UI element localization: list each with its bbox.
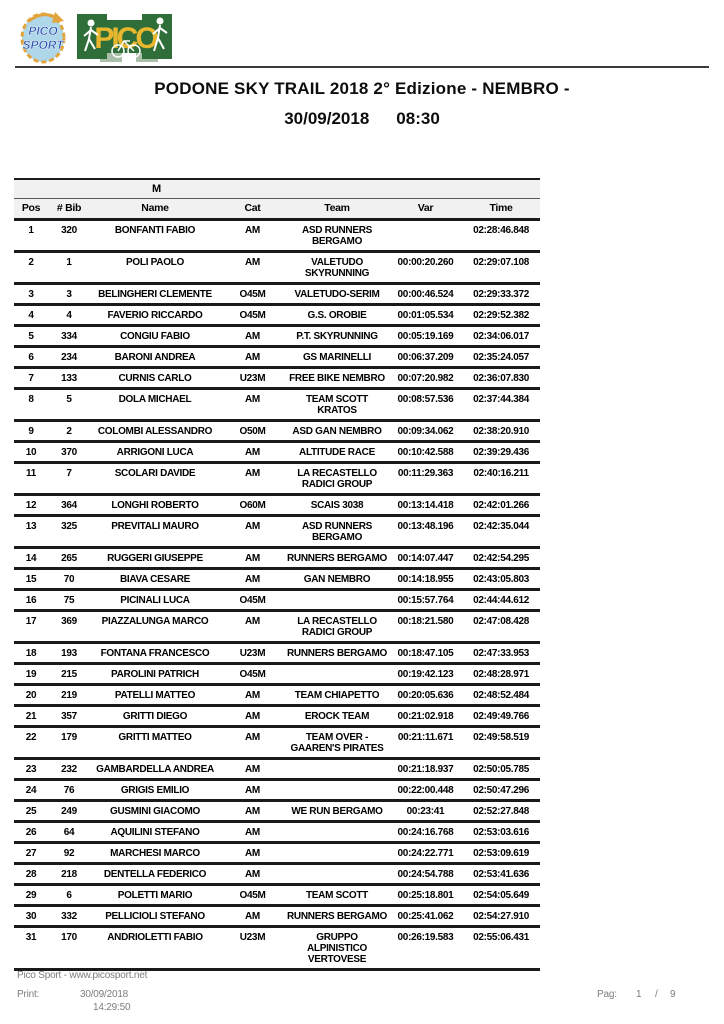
table-row <box>14 822 540 843</box>
pico-sport-logo-text-2: SPORT <box>22 38 64 52</box>
cell-pos: 21 <box>14 706 48 727</box>
cell-name: MARCHESI MARCO <box>90 843 220 864</box>
column-header-pos: Pos <box>14 199 48 220</box>
cell-team: RUNNERS BERGAMO <box>285 548 389 569</box>
cell-cat: AM <box>220 463 285 495</box>
cell-pos: 8 <box>14 389 48 421</box>
cell-cat: AM <box>220 220 285 252</box>
table-row <box>14 927 540 970</box>
table-row <box>14 643 540 664</box>
cell-cat: AM <box>220 389 285 421</box>
cell-pos: 3 <box>14 284 48 305</box>
table-row <box>14 516 540 548</box>
pico-sport-logo <box>19 8 67 64</box>
cell-pos: 9 <box>14 421 48 442</box>
cell-pos: 1 <box>14 220 48 252</box>
cell-cat: AM <box>220 906 285 927</box>
cell-time: 02:29:52.382 <box>462 305 540 326</box>
cell-name: CURNIS CARLO <box>90 368 220 389</box>
table-row <box>14 368 540 389</box>
cell-var: 00:00:46.524 <box>389 284 462 305</box>
cell-cat: AM <box>220 326 285 347</box>
cell-bib: 364 <box>48 495 90 516</box>
cell-name: ARRIGONI LUCA <box>90 442 220 463</box>
cell-pos: 4 <box>14 305 48 326</box>
cell-pos: 5 <box>14 326 48 347</box>
cell-var <box>389 220 462 252</box>
cell-var: 00:24:16.768 <box>389 822 462 843</box>
cell-team: ASD RUNNERS BERGAMO <box>285 220 389 252</box>
cell-time: 02:50:05.785 <box>462 759 540 780</box>
table-row <box>14 664 540 685</box>
cell-var: 00:15:57.764 <box>389 590 462 611</box>
table-row <box>14 220 540 252</box>
cell-var: 00:18:21.580 <box>389 611 462 643</box>
cell-bib: 6 <box>48 885 90 906</box>
cell-name: PELLICIOLI STEFANO <box>90 906 220 927</box>
table-row <box>14 706 540 727</box>
cell-time: 02:54:27.910 <box>462 906 540 927</box>
cell-team: ASD RUNNERS BERGAMO <box>285 516 389 548</box>
table-row <box>14 906 540 927</box>
cell-pos: 29 <box>14 885 48 906</box>
cell-name: GRITTI MATTEO <box>90 727 220 759</box>
table-row <box>14 727 540 759</box>
column-header-var: Var <box>389 199 462 220</box>
cell-time: 02:52:27.848 <box>462 801 540 822</box>
cell-cat: O45M <box>220 885 285 906</box>
cell-time: 02:53:03.616 <box>462 822 540 843</box>
cell-var: 00:24:54.788 <box>389 864 462 885</box>
cell-pos: 13 <box>14 516 48 548</box>
cell-pos: 16 <box>14 590 48 611</box>
cell-pos: 31 <box>14 927 48 970</box>
cell-bib: 334 <box>48 326 90 347</box>
cell-team: LA RECASTELLO RADICI GROUP <box>285 611 389 643</box>
cell-bib: 75 <box>48 590 90 611</box>
cell-var: 00:11:29.363 <box>389 463 462 495</box>
cell-time: 02:34:06.017 <box>462 326 540 347</box>
cell-bib: 92 <box>48 843 90 864</box>
cell-name: GRITTI DIEGO <box>90 706 220 727</box>
cell-var: 00:14:07.447 <box>389 548 462 569</box>
category-group-row <box>14 179 540 199</box>
cell-bib: 70 <box>48 569 90 590</box>
cell-team: TEAM SCOTT <box>285 885 389 906</box>
cell-var: 00:10:42.588 <box>389 442 462 463</box>
cell-time: 02:53:41.636 <box>462 864 540 885</box>
cell-cat: AM <box>220 801 285 822</box>
cell-cat: AM <box>220 780 285 801</box>
table-row <box>14 421 540 442</box>
cell-bib: 7 <box>48 463 90 495</box>
cell-pos: 17 <box>14 611 48 643</box>
cell-cat: AM <box>220 685 285 706</box>
cell-bib: 320 <box>48 220 90 252</box>
cell-pos: 26 <box>14 822 48 843</box>
cell-cat: AM <box>220 347 285 368</box>
cell-cat: AM <box>220 516 285 548</box>
cell-cat: AM <box>220 548 285 569</box>
cell-bib: 2 <box>48 421 90 442</box>
cell-team: ALTITUDE RACE <box>285 442 389 463</box>
cell-name: POLETTI MARIO <box>90 885 220 906</box>
cell-team: ASD GAN NEMBRO <box>285 421 389 442</box>
cell-name: POLI PAOLO <box>90 252 220 284</box>
cell-name: RUGGERI GIUSEPPE <box>90 548 220 569</box>
table-row <box>14 801 540 822</box>
table-row <box>14 252 540 284</box>
cell-team: GS MARINELLI <box>285 347 389 368</box>
page-title-block <box>0 79 724 129</box>
table-row <box>14 611 540 643</box>
cell-var: 00:05:19.169 <box>389 326 462 347</box>
cell-name: GAMBARDELLA ANDREA <box>90 759 220 780</box>
cell-cat: AM <box>220 706 285 727</box>
footer-print-date: 30/09/2018 <box>80 989 129 1000</box>
cell-time: 02:47:08.428 <box>462 611 540 643</box>
cell-name: AQUILINI STEFANO <box>90 822 220 843</box>
cell-name: PIAZZALUNGA MARCO <box>90 611 220 643</box>
cell-time: 02:49:58.519 <box>462 727 540 759</box>
table-row <box>14 284 540 305</box>
cell-var: 00:25:41.062 <box>389 906 462 927</box>
cell-bib: 179 <box>48 727 90 759</box>
cell-name: GUSMINI GIACOMO <box>90 801 220 822</box>
cell-var: 00:21:11.671 <box>389 727 462 759</box>
table-row <box>14 326 540 347</box>
cell-pos: 30 <box>14 906 48 927</box>
footer-site-text: Pico Sport - www.picosport.net <box>17 970 148 981</box>
cell-bib: 3 <box>48 284 90 305</box>
footer-print-label: Print: <box>17 989 40 1000</box>
column-header-row <box>14 199 540 220</box>
cell-name: LONGHI ROBERTO <box>90 495 220 516</box>
cell-team <box>285 864 389 885</box>
cell-cat: O60M <box>220 495 285 516</box>
event-datetime <box>0 109 724 129</box>
cell-cat: AM <box>220 843 285 864</box>
cell-name: CONGIU FABIO <box>90 326 220 347</box>
table-row <box>14 590 540 611</box>
cell-cat: O45M <box>220 590 285 611</box>
cell-time: 02:35:24.057 <box>462 347 540 368</box>
cell-cat: U23M <box>220 643 285 664</box>
table-row <box>14 885 540 906</box>
cell-time: 02:28:46.848 <box>462 220 540 252</box>
cell-cat: O45M <box>220 664 285 685</box>
footer-page-total: 9 <box>670 989 676 1000</box>
event-date: 30/09/2018 <box>284 109 370 128</box>
cell-pos: 2 <box>14 252 48 284</box>
cell-var: 00:14:18.955 <box>389 569 462 590</box>
cell-bib: 219 <box>48 685 90 706</box>
results-table <box>14 178 540 971</box>
cell-time: 02:40:16.211 <box>462 463 540 495</box>
cell-time: 02:39:29.436 <box>462 442 540 463</box>
cell-bib: 193 <box>48 643 90 664</box>
cell-cat: AM <box>220 822 285 843</box>
cell-bib: 1 <box>48 252 90 284</box>
cell-pos: 19 <box>14 664 48 685</box>
footer-page-label: Pag: <box>597 989 617 1000</box>
cell-pos: 18 <box>14 643 48 664</box>
footer-page-current: 1 <box>636 989 642 1000</box>
cell-bib: 370 <box>48 442 90 463</box>
cell-bib: 215 <box>48 664 90 685</box>
table-row <box>14 864 540 885</box>
cell-bib: 234 <box>48 347 90 368</box>
cell-cat: AM <box>220 252 285 284</box>
table-row <box>14 569 540 590</box>
table-row <box>14 389 540 421</box>
cell-time: 02:36:07.830 <box>462 368 540 389</box>
category-group-label: M <box>14 179 540 199</box>
cell-var: 00:24:22.771 <box>389 843 462 864</box>
table-row <box>14 495 540 516</box>
cell-var: 00:13:48.196 <box>389 516 462 548</box>
cell-name: DENTELLA FEDERICO <box>90 864 220 885</box>
column-header-cat: Cat <box>220 199 285 220</box>
cell-bib: 369 <box>48 611 90 643</box>
cell-name: FAVERIO RICCARDO <box>90 305 220 326</box>
cell-team: RUNNERS BERGAMO <box>285 906 389 927</box>
cell-team: TEAM SCOTT KRATOS <box>285 389 389 421</box>
cell-pos: 6 <box>14 347 48 368</box>
cell-name: BELINGHERI CLEMENTE <box>90 284 220 305</box>
table-row <box>14 347 540 368</box>
cell-time: 02:42:35.044 <box>462 516 540 548</box>
cell-bib: 332 <box>48 906 90 927</box>
cell-name: COLOMBI ALESSANDRO <box>90 421 220 442</box>
cell-var: 00:26:19.583 <box>389 927 462 970</box>
cell-team: SCAIS 3038 <box>285 495 389 516</box>
cell-bib: 357 <box>48 706 90 727</box>
cell-name: PICINALI LUCA <box>90 590 220 611</box>
column-header-team: Team <box>285 199 389 220</box>
cell-pos: 14 <box>14 548 48 569</box>
cell-time: 02:49:49.766 <box>462 706 540 727</box>
cell-name: PREVITALI MAURO <box>90 516 220 548</box>
cell-time: 02:38:20.910 <box>462 421 540 442</box>
cell-bib: 265 <box>48 548 90 569</box>
footer-print-time: 14:29:50 <box>93 1002 131 1013</box>
cell-team <box>285 822 389 843</box>
cell-var: 00:09:34.062 <box>389 421 462 442</box>
results-tbody <box>14 220 540 970</box>
cell-time: 02:50:47.296 <box>462 780 540 801</box>
cell-time: 02:48:52.484 <box>462 685 540 706</box>
cell-cat: AM <box>220 442 285 463</box>
cell-cat: U23M <box>220 927 285 970</box>
cell-var: 00:00:20.260 <box>389 252 462 284</box>
cell-name: BARONI ANDREA <box>90 347 220 368</box>
table-row <box>14 442 540 463</box>
column-header-bib: # Bib <box>48 199 90 220</box>
cell-bib: 4 <box>48 305 90 326</box>
cell-time: 02:48:28.971 <box>462 664 540 685</box>
cell-time: 02:47:33.953 <box>462 643 540 664</box>
cell-team: VALETUDO SKYRUNNING <box>285 252 389 284</box>
cell-pos: 23 <box>14 759 48 780</box>
cell-time: 02:44:44.612 <box>462 590 540 611</box>
cell-var: 00:18:47.105 <box>389 643 462 664</box>
cell-var: 00:01:05.534 <box>389 305 462 326</box>
cell-name: ANDRIOLETTI FABIO <box>90 927 220 970</box>
cell-var: 00:19:42.123 <box>389 664 462 685</box>
table-row <box>14 759 540 780</box>
cell-pos: 7 <box>14 368 48 389</box>
cell-name: GRIGIS EMILIO <box>90 780 220 801</box>
table-row <box>14 548 540 569</box>
table-row <box>14 780 540 801</box>
cell-team <box>285 759 389 780</box>
cell-name: PAROLINI PATRICH <box>90 664 220 685</box>
cell-bib: 218 <box>48 864 90 885</box>
pico-green-logo <box>76 11 173 63</box>
cell-cat: O45M <box>220 284 285 305</box>
cell-bib: 133 <box>48 368 90 389</box>
cell-pos: 15 <box>14 569 48 590</box>
cell-var: 00:23:41 <box>389 801 462 822</box>
cell-team <box>285 664 389 685</box>
cell-team: P.T. SKYRUNNING <box>285 326 389 347</box>
cell-pos: 25 <box>14 801 48 822</box>
cell-var: 00:22:00.448 <box>389 780 462 801</box>
cell-var: 00:06:37.209 <box>389 347 462 368</box>
pico-sport-logo-text-1: PICO <box>28 24 58 38</box>
cell-name: DOLA MICHAEL <box>90 389 220 421</box>
pico-sport-logo-arrowhead <box>52 12 64 23</box>
cell-pos: 22 <box>14 727 48 759</box>
cell-team: TEAM OVER - GAAREN'S PIRATES <box>285 727 389 759</box>
event-title: PODONE SKY TRAIL 2018 2° Edizione - NEMBRO - <box>154 79 570 98</box>
footer-page-separator: / <box>655 989 658 1000</box>
cell-time: 02:37:44.384 <box>462 389 540 421</box>
cell-cat: AM <box>220 864 285 885</box>
cell-team: VALETUDO-SERIM <box>285 284 389 305</box>
cell-time: 02:29:33.372 <box>462 284 540 305</box>
cell-var: 00:21:18.937 <box>389 759 462 780</box>
cell-team: WE RUN BERGAMO <box>285 801 389 822</box>
cell-time: 02:53:09.619 <box>462 843 540 864</box>
cell-name: BIAVA CESARE <box>90 569 220 590</box>
cell-cat: AM <box>220 759 285 780</box>
cell-pos: 11 <box>14 463 48 495</box>
cell-cat: O45M <box>220 305 285 326</box>
cell-bib: 5 <box>48 389 90 421</box>
table-row <box>14 843 540 864</box>
column-header-name: Name <box>90 199 220 220</box>
cell-team <box>285 780 389 801</box>
cell-bib: 249 <box>48 801 90 822</box>
cell-pos: 24 <box>14 780 48 801</box>
cell-var: 00:07:20.982 <box>389 368 462 389</box>
cell-team: G.S. OROBIE <box>285 305 389 326</box>
cell-pos: 28 <box>14 864 48 885</box>
cell-team: GAN NEMBRO <box>285 569 389 590</box>
cell-time: 02:29:07.108 <box>462 252 540 284</box>
cell-time: 02:54:05.649 <box>462 885 540 906</box>
cell-cat: O50M <box>220 421 285 442</box>
column-header-time: Time <box>462 199 540 220</box>
cell-var: 00:25:18.801 <box>389 885 462 906</box>
header-divider <box>15 66 709 68</box>
cell-name: SCOLARI DAVIDE <box>90 463 220 495</box>
cell-bib: 76 <box>48 780 90 801</box>
cell-var: 00:13:14.418 <box>389 495 462 516</box>
cell-cat: AM <box>220 611 285 643</box>
cell-time: 02:55:06.431 <box>462 927 540 970</box>
cell-bib: 325 <box>48 516 90 548</box>
event-start-time: 08:30 <box>396 109 440 128</box>
cell-pos: 10 <box>14 442 48 463</box>
cell-name: FONTANA FRANCESCO <box>90 643 220 664</box>
cell-name: BONFANTI FABIO <box>90 220 220 252</box>
cell-team <box>285 843 389 864</box>
cell-bib: 64 <box>48 822 90 843</box>
cell-bib: 170 <box>48 927 90 970</box>
cell-cat: U23M <box>220 368 285 389</box>
cell-team: FREE BIKE NEMBRO <box>285 368 389 389</box>
cell-team: RUNNERS BERGAMO <box>285 643 389 664</box>
cell-time: 02:43:05.803 <box>462 569 540 590</box>
cell-team: LA RECASTELLO RADICI GROUP <box>285 463 389 495</box>
cell-pos: 27 <box>14 843 48 864</box>
cell-pos: 20 <box>14 685 48 706</box>
cell-var: 00:20:05.636 <box>389 685 462 706</box>
table-row <box>14 305 540 326</box>
cell-team <box>285 590 389 611</box>
cell-var: 00:21:02.918 <box>389 706 462 727</box>
cell-name: PATELLI MATTEO <box>90 685 220 706</box>
cell-cat: AM <box>220 727 285 759</box>
cell-cat: AM <box>220 569 285 590</box>
cell-var: 00:08:57.536 <box>389 389 462 421</box>
cell-team: EROCK TEAM <box>285 706 389 727</box>
table-row <box>14 685 540 706</box>
table-row <box>14 463 540 495</box>
pico-green-logo-text: PICO <box>94 22 156 55</box>
cell-time: 02:42:54.295 <box>462 548 540 569</box>
cell-time: 02:42:01.266 <box>462 495 540 516</box>
cell-bib: 232 <box>48 759 90 780</box>
cell-pos: 12 <box>14 495 48 516</box>
cell-team: TEAM CHIAPETTO <box>285 685 389 706</box>
cell-team: GRUPPO ALPINISTICO VERTOVESE <box>285 927 389 970</box>
